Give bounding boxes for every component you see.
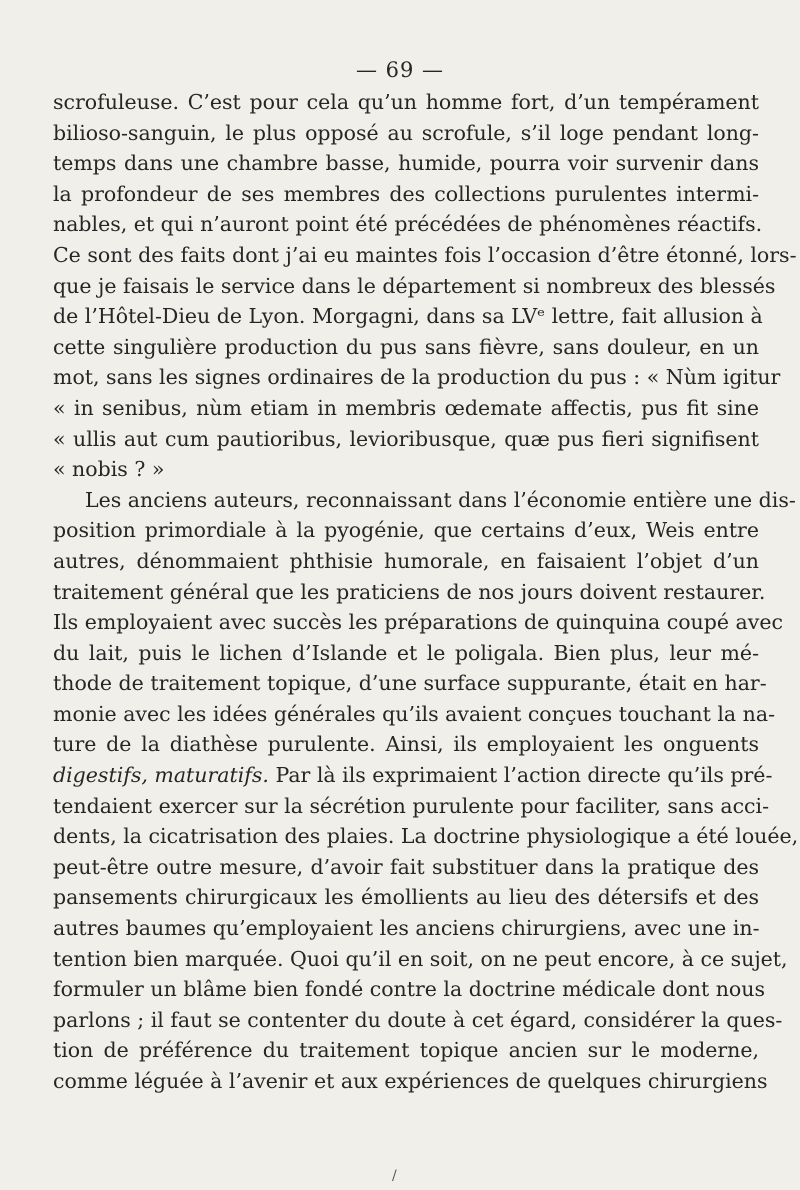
text-line: tention bien marquée. Quoi qu’il en soit, on ne peut encore, à ce sujet, [53, 946, 788, 971]
text-line: pansements chirurgicaux les émollients au lieu des détersifs et des [53, 885, 759, 910]
text-line: Ils employaient avec succès les préparations de quinquina coupé avec [53, 610, 783, 635]
text-line: scrofuleuse. C’est pour cela qu’un homme fort, d’un tempérament [53, 90, 759, 114]
text-line: que je faisais le service dans le département si nombreux des blessés [53, 273, 776, 298]
text-line: monie avec les idées générales qu’ils avaient conçues touchant la na- [53, 701, 775, 726]
text-line: nables, et qui n’auront point été précédées de phénomènes réactifs. [53, 212, 763, 237]
text-line: parlons ; il faut se contenter du doute à cet égard, considérer la ques- [53, 1007, 783, 1032]
text-line: temps dans une chambre basse, humide, pourra voir survenir dans [53, 151, 759, 176]
italic-terms: digestifs, maturatifs. [53, 763, 269, 788]
text-line: Ce sont des faits dont j’ai eu maintes fois l’occasion d’être étonné, lors- [53, 242, 797, 267]
text-line: « ullis aut cum pautioribus, levioribusque, quæ pus fieri signifisent [53, 426, 759, 451]
text-line: formuler un blâme bien fondé contre la doctrine médicale dont nous [53, 977, 765, 1002]
text-line: thode de traitement topique, d’une surface suppurante, était en har- [53, 671, 767, 696]
text-line: ture de la diathèse purulente. Ainsi, ils employaient les onguents [53, 732, 759, 757]
text-line: « nobis ? » [53, 457, 165, 482]
text-line: bilioso-sanguin, le plus opposé au scrofule, s’il loge pendant long- [53, 120, 759, 145]
text-line: Les anciens auteurs, reconnaissant dans l’économie entière une dis- [85, 487, 796, 512]
text-line: autres, dénommaient phthisie humorale, en faisaient l’objet d’un [53, 548, 759, 573]
text-line: tendaient exercer sur la sécrétion purulente pour faciliter, sans acci- [53, 793, 770, 818]
page-number: — 69 — [355, 58, 445, 82]
text-line: peut-être outre mesure, d’avoir fait substituer dans la pratique des [53, 854, 759, 879]
body-text [53, 87, 799, 1097]
text-line: position primordiale à la pyogénie, que certains d’eux, Weis entre [53, 518, 759, 543]
text-line: dents, la cicatrisation des plaies. La doctrine physiologique a été louée, [53, 824, 799, 849]
text-line: tion de préférence du traitement topique ancien sur le moderne, [53, 1038, 759, 1063]
text-line: « in senibus, nùm etiam in membris œdemate affectis, pus fit sine [53, 395, 759, 420]
text-line: autres baumes qu’employaient les anciens chirurgiens, avec une in- [53, 916, 760, 941]
text-line: cette singulière production du pus sans fièvre, sans douleur, en un [53, 334, 759, 359]
text-line: traitement général que les praticiens de nos jours doivent restaurer. [53, 579, 766, 604]
stray-mark: / [392, 1168, 397, 1184]
text-line: digestifs, maturatifs. Par là ils exprimaient l’action directe qu’ils pré- [53, 763, 773, 788]
text-line: la profondeur de ses membres des collections purulentes intermi- [53, 181, 759, 206]
text-line: de l’Hôtel-Dieu de Lyon. Morgagni, dans sa LVᵉ lettre, fait allusion à [53, 304, 763, 329]
text-line: du lait, puis le lichen d’Islande et le poligala. Bien plus, leur mé- [53, 640, 759, 665]
text-line: comme léguée à l’avenir et aux expériences de quelques chirurgiens [53, 1069, 768, 1093]
text-line: mot, sans les signes ordinaires de la production du pus : « Nùm igitur [53, 365, 781, 390]
